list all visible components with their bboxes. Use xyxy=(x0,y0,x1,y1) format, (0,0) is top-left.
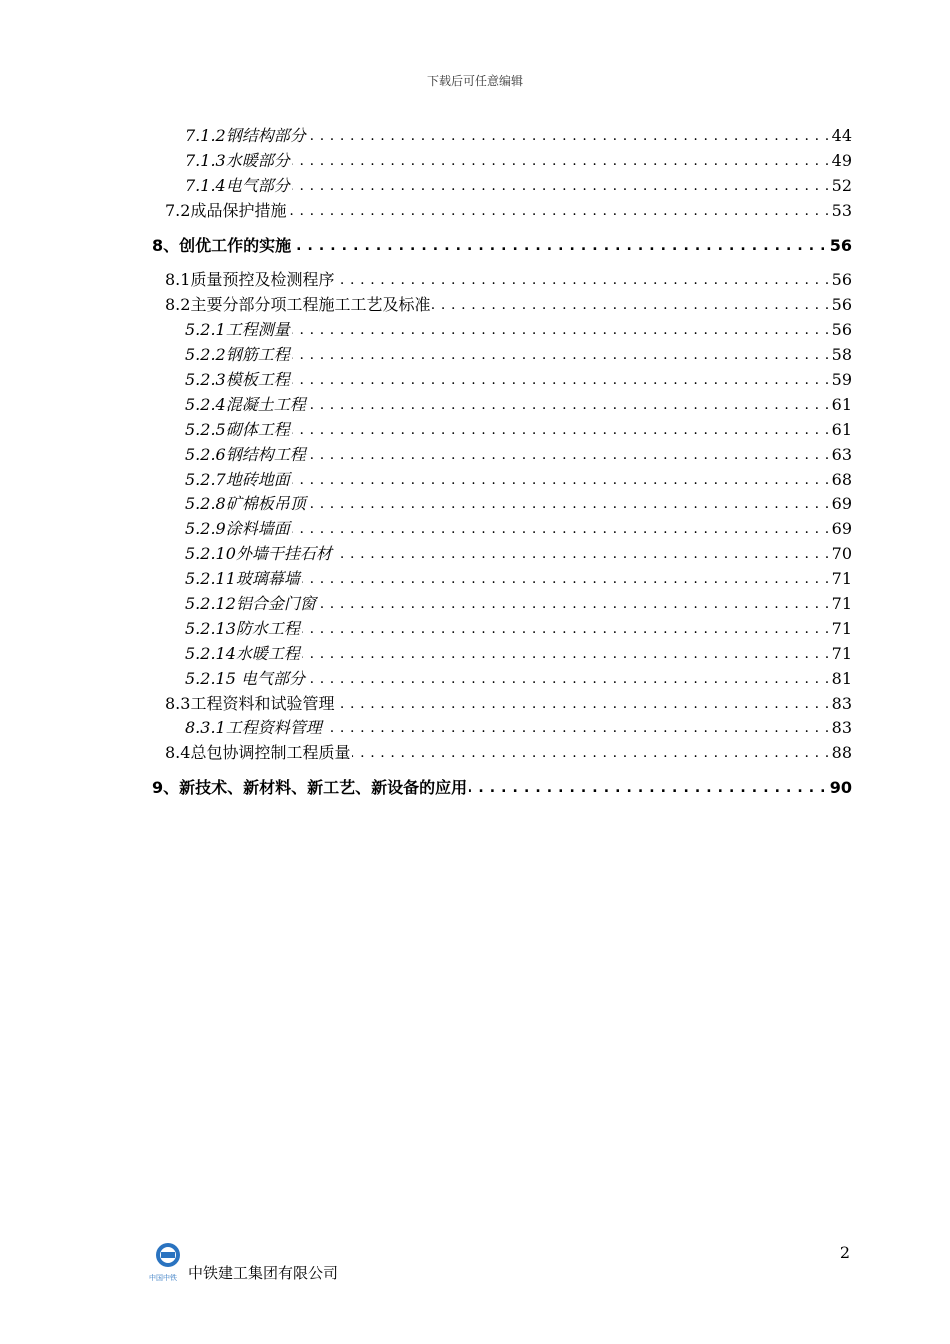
toc-entry[interactable] xyxy=(148,667,852,692)
logo-text: 中国中铁 xyxy=(149,1274,177,1282)
toc-entry[interactable] xyxy=(148,692,852,717)
toc-entry-label: 5.2.13防水工程 xyxy=(148,619,302,638)
table-of-contents xyxy=(148,124,852,811)
toc-entry[interactable] xyxy=(148,174,852,199)
toc-entry[interactable] xyxy=(148,318,852,343)
toc-entry[interactable] xyxy=(148,418,852,443)
toc-entry-page: 61 xyxy=(828,393,852,418)
toc-entry-label: 7.1.2钢结构部分 xyxy=(148,126,308,145)
toc-entry[interactable] xyxy=(148,776,852,801)
toc-entry-label: 5.2.7地砖地面 xyxy=(148,470,292,489)
toc-entry-page: 52 xyxy=(828,174,852,199)
toc-entry-page: 71 xyxy=(828,617,852,642)
toc-entry[interactable] xyxy=(148,124,852,149)
toc-entry-label: 7.1.3水暖部分 xyxy=(148,151,292,170)
toc-entry-label: 8.3工程资料和试验管理 xyxy=(148,694,336,713)
toc-entry-page: 69 xyxy=(828,492,852,517)
toc-entry-page: 90 xyxy=(826,776,852,801)
toc-entry-label: 5.2.6钢结构工程 xyxy=(148,445,308,464)
toc-entry-page: 56 xyxy=(828,318,852,343)
toc-entry-page: 71 xyxy=(828,642,852,667)
toc-entry-label: 5.2.8矿棉板吊顶 xyxy=(148,494,308,513)
toc-entry[interactable] xyxy=(148,567,852,592)
toc-entry-label: 7.2成品保护措施 xyxy=(148,201,288,220)
toc-entry-label: 8.1质量预控及检测程序 xyxy=(148,270,336,289)
toc-entry-label: 5.2.11玻璃幕墙 xyxy=(148,569,302,588)
toc-entry[interactable] xyxy=(148,492,852,517)
toc-entry[interactable] xyxy=(148,517,852,542)
toc-entry[interactable] xyxy=(148,468,852,493)
toc-entry-label: 5.2.2钢筋工程 xyxy=(148,345,292,364)
toc-entry[interactable] xyxy=(148,741,852,766)
toc-entry-label: 7.1.4电气部分 xyxy=(148,176,292,195)
footer xyxy=(148,1240,448,1284)
toc-entry-page: 56 xyxy=(828,293,852,318)
toc-entry[interactable] xyxy=(148,393,852,418)
toc-entry-label: 5.2.15 电气部分 xyxy=(148,669,307,688)
toc-entry-label: 5.2.4混凝土工程 xyxy=(148,395,308,414)
toc-entry-page: 69 xyxy=(828,517,852,542)
toc-entry[interactable] xyxy=(148,234,852,259)
toc-entry[interactable] xyxy=(148,268,852,293)
toc-entry-page: 44 xyxy=(828,124,852,149)
toc-entry[interactable] xyxy=(148,617,852,642)
toc-entry-page: 81 xyxy=(828,667,852,692)
toc-entry-label: 5.2.10外墙干挂石材 xyxy=(148,544,334,563)
toc-entry-label: 5.2.5砌体工程 xyxy=(148,420,292,439)
toc-entry-label: 5.2.12铝合金门窗 xyxy=(148,594,318,613)
toc-entry-label: 5.2.14水暖工程 xyxy=(148,644,302,663)
toc-entry-page: 68 xyxy=(828,468,852,493)
company-name: 中铁建工集团有限公司 xyxy=(188,1264,339,1282)
toc-entry[interactable] xyxy=(148,293,852,318)
toc-entry-label: 9、新技术、新材料、新工艺、新设备的应用 xyxy=(148,778,469,797)
page-header: 下载后可任意编辑 xyxy=(426,74,523,88)
toc-entry[interactable] xyxy=(148,443,852,468)
toc-entry-page: 63 xyxy=(828,443,852,468)
toc-entry-page: 83 xyxy=(828,716,852,741)
toc-entry[interactable] xyxy=(148,542,852,567)
toc-entry-label: 5.2.9涂料墙面 xyxy=(148,519,292,538)
toc-entry-page: 58 xyxy=(828,343,852,368)
toc-entry-page: 59 xyxy=(828,368,852,393)
toc-entry-page: 83 xyxy=(828,692,852,717)
toc-entry-label: 8.2主要分部分项工程施工工艺及标准 xyxy=(148,295,432,314)
toc-entry-page: 56 xyxy=(828,268,852,293)
toc-entry[interactable] xyxy=(148,642,852,667)
page-number: 2 xyxy=(839,1243,850,1262)
toc-entry-label: 5.2.1工程测量 xyxy=(148,320,292,339)
company-logo-icon xyxy=(148,1240,188,1284)
toc-entry-page: 53 xyxy=(828,199,852,224)
toc-entry[interactable] xyxy=(148,716,852,741)
toc-entry-page: 56 xyxy=(826,234,852,259)
toc-entry-label: 5.2.3模板工程 xyxy=(148,370,292,389)
toc-entry-label: 8.3.1工程资料管理 xyxy=(148,718,324,737)
toc-entry[interactable] xyxy=(148,343,852,368)
toc-entry[interactable] xyxy=(148,199,852,224)
toc-entry-page: 71 xyxy=(828,592,852,617)
toc-entry-page: 61 xyxy=(828,418,852,443)
toc-entry-page: 88 xyxy=(828,741,852,766)
toc-entry-page: 49 xyxy=(828,149,852,174)
toc-entry[interactable] xyxy=(148,149,852,174)
toc-entry[interactable] xyxy=(148,368,852,393)
toc-entry-label: 8.4总包协调控制工程质量 xyxy=(148,743,352,762)
toc-entry[interactable] xyxy=(148,592,852,617)
toc-entry-page: 71 xyxy=(828,567,852,592)
toc-entry-page: 70 xyxy=(828,542,852,567)
toc-entry-label: 8、创优工作的实施 xyxy=(148,236,293,255)
